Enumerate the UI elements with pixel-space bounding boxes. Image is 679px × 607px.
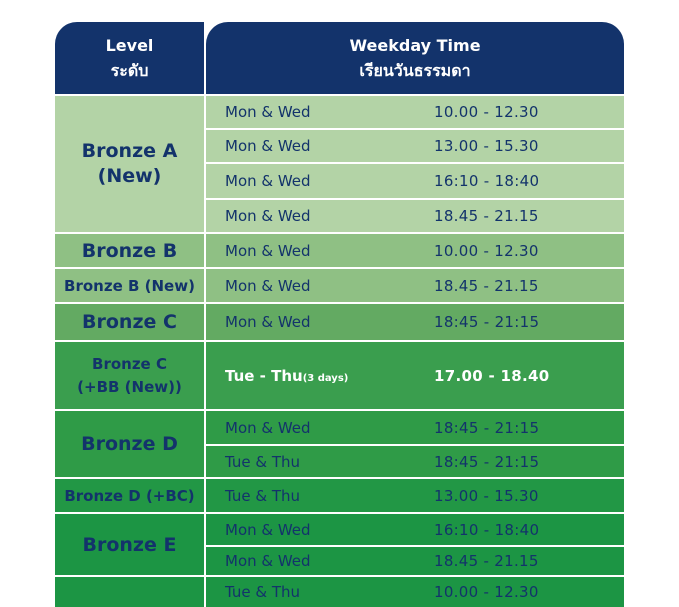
row-time: 17.00 - 18.40 <box>434 366 550 385</box>
row-days-note: (3 days) <box>302 372 349 384</box>
row-days: Tue & Thu <box>225 452 301 471</box>
time-header-en: Weekday Time <box>349 36 481 55</box>
level-column-header <box>55 22 204 94</box>
level-label-sub: (New) <box>97 165 162 187</box>
row-days: Tue & Thu <box>225 486 301 505</box>
row-days: Mon & Wed <box>225 241 311 260</box>
table-row <box>206 446 624 477</box>
level-label: Bronze C <box>92 354 167 373</box>
level-cell-bronze-d <box>55 411 204 477</box>
level-label: Bronze B (New) <box>64 276 195 295</box>
table-row <box>206 514 624 545</box>
row-time: 18:45 - 21:15 <box>434 418 540 437</box>
row-time: 16:10 - 18:40 <box>434 520 540 539</box>
level-label: Bronze D (+BC) <box>64 486 195 505</box>
row-days: Mon & Wed <box>225 418 311 437</box>
row-time: 10.00 - 12.30 <box>434 103 539 121</box>
table-row <box>206 304 624 340</box>
row-days: Mon & Wed <box>225 276 311 295</box>
row-time: 16:10 - 18:40 <box>434 172 540 190</box>
row-days: Mon & Wed <box>225 172 311 190</box>
level-cell-bronze-e <box>55 514 204 575</box>
table-row <box>206 234 624 267</box>
row-days: Mon & Wed <box>225 313 311 331</box>
row-time: 18.45 - 21.15 <box>434 207 539 225</box>
level-header-th: ระดับ <box>110 61 149 80</box>
row-days: Mon & Wed <box>225 520 311 539</box>
row-time: 18:45 - 21:15 <box>434 452 540 471</box>
row-time: 13.00 - 15.30 <box>434 137 539 155</box>
level-header-en: Level <box>105 36 154 55</box>
level-cell-bronze-d-bc <box>55 479 204 512</box>
level-cell-bronze-c <box>55 304 204 340</box>
table-row <box>206 342 624 409</box>
row-days: Tue & Thu <box>225 583 301 601</box>
level-label-sub: (+BB (New)) <box>77 377 182 396</box>
row-time: 10.00 - 12.30 <box>434 241 539 260</box>
level-label: Bronze B <box>81 239 178 262</box>
time-header-th: เรียนวันธรรมดา <box>359 61 471 80</box>
row-time: 10.00 - 12.30 <box>434 583 539 601</box>
level-label: Bronze A <box>81 140 178 162</box>
level-label: Bronze E <box>82 533 177 556</box>
level-cell-bronze-b <box>55 234 204 267</box>
table-row <box>206 547 624 575</box>
table-row <box>206 269 624 302</box>
level-label: Bronze D <box>81 433 178 455</box>
table-row <box>206 479 624 512</box>
row-days <box>225 367 348 385</box>
row-time: 18.45 - 21.15 <box>434 552 539 570</box>
row-time: 18:45 - 21:15 <box>434 313 540 331</box>
table-row <box>206 577 624 607</box>
level-cell-bronze-a <box>55 96 204 232</box>
weekday-time-column-header <box>206 22 624 94</box>
row-days: Mon & Wed <box>225 103 311 121</box>
row-time: 13.00 - 15.30 <box>434 486 539 505</box>
level-cell-bronze-b-new <box>55 269 204 302</box>
table-row <box>206 164 624 198</box>
row-days-main: Tue - Thu <box>225 366 303 385</box>
table-row <box>206 411 624 444</box>
row-time: 18.45 - 21.15 <box>434 276 539 295</box>
level-label: Bronze C <box>82 311 177 333</box>
table-row <box>206 96 624 128</box>
table-row <box>206 130 624 162</box>
row-days: Mon & Wed <box>225 137 311 155</box>
level-cell-bronze-c-bb <box>55 342 204 409</box>
table-row <box>206 200 624 232</box>
level-cell-next <box>55 577 204 607</box>
row-days: Mon & Wed <box>225 552 311 570</box>
row-days: Mon & Wed <box>225 207 311 225</box>
